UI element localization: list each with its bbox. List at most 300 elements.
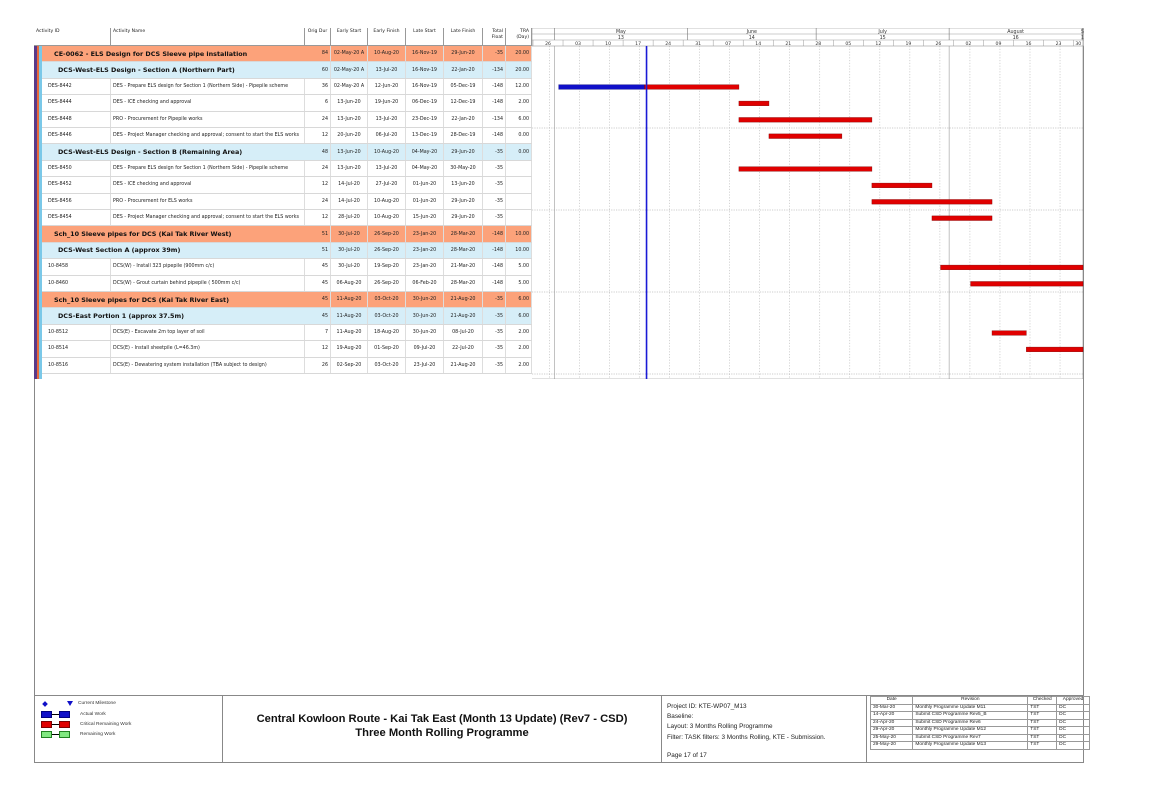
- cell-id: DES-8444: [46, 95, 111, 110]
- cell-lf: 22-Jul-20: [444, 341, 483, 356]
- cell-tra: 2.00: [506, 325, 532, 340]
- milestone-marker-icon: [67, 701, 73, 706]
- activity-row[interactable]: [34, 194, 532, 210]
- legend: [34, 695, 223, 763]
- month-number: 1: [1081, 36, 1084, 41]
- cell-lf: 08-Jul-20: [444, 325, 483, 340]
- activity-row[interactable]: [34, 128, 532, 144]
- legend-critical-remaining-work: [41, 721, 131, 728]
- week-label: 05: [845, 42, 852, 47]
- cell-ls: 16-Nov-19: [406, 79, 444, 94]
- wbs-row[interactable]: [34, 292, 532, 308]
- cell-name: DCS(E) - Excavate 2m top layer of soil: [111, 325, 305, 340]
- cell-id: 10-8512: [46, 325, 111, 340]
- revision-cell: 24-Apr-20: [871, 719, 913, 727]
- activity-row[interactable]: [34, 112, 532, 128]
- cell-lf: 28-Mar-20: [444, 276, 483, 291]
- revision-cell: Submit CSD Programme Rev5_B: [913, 712, 1028, 720]
- cell-ef: 26-Sep-20: [368, 276, 406, 291]
- cell-dur: 45: [305, 292, 331, 307]
- cell-name: DES - ICE checking and approval: [111, 177, 305, 192]
- critical-remaining-bar: [971, 282, 1083, 287]
- header-tra-line2: (Day): [516, 35, 529, 40]
- cell-tf: -35: [483, 144, 506, 159]
- cell-ef: 19-Jun-20: [368, 95, 406, 110]
- cell-es: 02-May-20 A: [331, 46, 368, 61]
- cell-dur: 60: [305, 62, 331, 77]
- cell-ef: 13-Jul-20: [368, 62, 406, 77]
- cell-ef: 03-Oct-20: [368, 308, 406, 323]
- cell-es: 14-Jul-20: [331, 194, 368, 209]
- cell-es: 02-May-20 A: [331, 62, 368, 77]
- cell-tra: 10.00: [506, 243, 532, 258]
- cell-lf: 12-Dec-19: [444, 95, 483, 110]
- week-label: 02: [965, 42, 972, 47]
- cell-lf: 28-Mar-20: [444, 243, 483, 258]
- cell-ls: 04-May-20: [406, 144, 444, 159]
- cell-tf: -134: [483, 112, 506, 127]
- cell-dur: 6: [305, 95, 331, 110]
- header-tra-line1: TRA: [520, 29, 529, 34]
- cell-ls: 23-Jan-20: [406, 243, 444, 258]
- cell-tra: 2.00: [506, 95, 532, 110]
- cell-id: DES-8442: [46, 79, 111, 94]
- revision-cell: TST: [1028, 742, 1057, 750]
- project-id: Project ID: KTE-WP07_M13: [667, 703, 747, 710]
- cell-dur: 26: [305, 358, 331, 373]
- cell-lf: 28-Dec-19: [444, 128, 483, 143]
- cell-ef: 13-Jul-20: [368, 161, 406, 176]
- revision-table: [867, 695, 1084, 763]
- cell-name: DES - Project Manager checking and approval; consent to start the ELS works: [111, 210, 305, 225]
- wbs-title: DCS-West-ELS Design - Section B (Remaining Area): [58, 148, 243, 157]
- cell-tf: -148: [483, 226, 506, 241]
- cell-es: 28-Jul-20: [331, 210, 368, 225]
- cell-ls: 23-Jan-20: [406, 226, 444, 241]
- cell-tf: -35: [483, 210, 506, 225]
- actual-work-swatch-icon: [41, 711, 70, 718]
- legend-label: Current Milestone: [78, 701, 116, 706]
- cell-ef: 18-Aug-20: [368, 325, 406, 340]
- cell-ls: 16-Nov-19: [406, 62, 444, 77]
- wbs-row[interactable]: [34, 308, 532, 324]
- cell-ls: 06-Feb-20: [406, 276, 444, 291]
- gantt-svg: [532, 28, 1084, 379]
- revision-cell: DC: [1057, 712, 1090, 720]
- cell-tf: -35: [483, 194, 506, 209]
- cell-ef: 12-Jun-20: [368, 79, 406, 94]
- cell-tf: -148: [483, 276, 506, 291]
- header-orig-dur[interactable]: Orig Dur: [305, 28, 331, 46]
- header-total-float[interactable]: [483, 28, 506, 46]
- cell-dur: 36: [305, 79, 331, 94]
- week-label: 28: [815, 42, 822, 47]
- header-early-finish[interactable]: Early Finish: [368, 28, 406, 46]
- cell-tf: -35: [483, 177, 506, 192]
- revision-row: [871, 719, 1090, 727]
- revision-cell: TST: [1028, 727, 1057, 735]
- critical-remaining-bar: [872, 183, 932, 188]
- cell-lf: 29-Jun-20: [444, 144, 483, 159]
- cell-id: 10-8516: [46, 358, 111, 373]
- wbs-title: Sch_10 Sleeve pipes for DCS (Kai Tak River West): [54, 230, 232, 239]
- critical-remaining-bar: [739, 118, 872, 123]
- cell-id: DES-8452: [46, 177, 111, 192]
- legend-current-milestone: [41, 701, 116, 706]
- cell-es: 13-Jun-20: [331, 144, 368, 159]
- cell-es: 20-Jun-20: [331, 128, 368, 143]
- cell-ef: 13-Jul-20: [368, 112, 406, 127]
- header-total-float-line2: Float: [491, 35, 503, 40]
- week-label: 07: [725, 42, 732, 47]
- cell-tra: 2.00: [506, 341, 532, 356]
- cell-dur: 24: [305, 194, 331, 209]
- week-label: 09: [995, 42, 1002, 47]
- cell-ls: 04-May-20: [406, 161, 444, 176]
- cell-id: DES-8450: [46, 161, 111, 176]
- cell-dur: 45: [305, 308, 331, 323]
- cell-name: DES - Project Manager checking and approval; consent to start the ELS works: [111, 128, 305, 143]
- cell-lf: 22-Jan-20: [444, 112, 483, 127]
- cell-name: DCS(W) - Install 323 pipepile (900mm c/c): [111, 259, 305, 274]
- revision-cell: TST: [1028, 712, 1057, 720]
- activity-row[interactable]: [34, 325, 532, 341]
- cell-es: 13-Jun-20: [331, 161, 368, 176]
- cell-lf: 13-Jun-20: [444, 177, 483, 192]
- cell-ef: 01-Sep-20: [368, 341, 406, 356]
- wbs-title: DCS-West Section A (approx 39m): [58, 246, 181, 255]
- legend-remaining-work: [41, 731, 115, 738]
- cell-es: 11-Aug-20: [331, 292, 368, 307]
- cell-tra: 6.00: [506, 308, 532, 323]
- cell-ls: 09-Jul-20: [406, 341, 444, 356]
- revision-cell: TST: [1028, 719, 1057, 727]
- cell-es: 30-Jul-20: [331, 226, 368, 241]
- cell-tf: -35: [483, 161, 506, 176]
- report-title-line2: Three Month Rolling Programme: [355, 727, 529, 739]
- legend-actual-work: [41, 711, 106, 718]
- header-late-finish[interactable]: Late Finish: [444, 28, 483, 46]
- cell-dur: 51: [305, 226, 331, 241]
- cell-tra: 20.00: [506, 62, 532, 77]
- week-label: 19: [905, 42, 912, 47]
- cell-id: 10-8460: [46, 276, 111, 291]
- cell-tf: -35: [483, 341, 506, 356]
- baseline: Baseline:: [667, 713, 694, 721]
- cell-lf: 30-May-20: [444, 161, 483, 176]
- activity-row[interactable]: [34, 341, 532, 357]
- revision-cell: 25-May-20: [871, 734, 913, 742]
- revision-cell: DC: [1057, 734, 1090, 742]
- wbs-title: DCS-East Portion 1 (approx 37.5m): [58, 312, 185, 321]
- cell-es: 02-Sep-20: [331, 358, 368, 373]
- cell-tra: 20.00: [506, 46, 532, 61]
- cell-ls: 30-Jun-20: [406, 292, 444, 307]
- week-label: 26: [935, 42, 942, 47]
- cell-lf: 29-Jun-20: [444, 210, 483, 225]
- critical-remaining-bar: [645, 85, 739, 90]
- cell-tf: -148: [483, 79, 506, 94]
- cell-lf: 21-Mar-20: [444, 259, 483, 274]
- cell-ef: 26-Sep-20: [368, 226, 406, 241]
- cell-name: DCS(W) - Grout curtain behind pipepile ( 500mm c/c): [111, 276, 305, 291]
- week-label: 16: [1025, 42, 1032, 47]
- filter-text: Filter: TASK filters: 3 Months Rolling, KTE - Submission.: [667, 733, 826, 741]
- cell-tra: 0.00: [506, 144, 532, 159]
- revision-cell: Submit CSD Programme Rev7: [913, 734, 1028, 742]
- wbs-indent-strip: [34, 46, 44, 379]
- layout-name: Layout: 3 Months Rolling Programme: [667, 723, 773, 731]
- revision-grid: [870, 696, 1090, 750]
- cell-dur: 12: [305, 341, 331, 356]
- cell-tf: -134: [483, 62, 506, 77]
- critical-remaining-bar: [941, 265, 1083, 270]
- month-label: July: [878, 30, 887, 35]
- cell-es: 02-May-20 A: [331, 79, 368, 94]
- revision-cell: Monthly Programme Update M11: [913, 704, 1028, 712]
- revision-cell: 29-Apr-20: [871, 727, 913, 735]
- week-label: 26: [545, 42, 551, 47]
- cell-tra: 6.00: [506, 292, 532, 307]
- cell-lf: 21-Aug-20: [444, 308, 483, 323]
- cell-es: 06-Aug-20: [331, 276, 368, 291]
- cell-es: 11-Aug-20: [331, 325, 368, 340]
- cell-lf: 05-Dec-19: [444, 79, 483, 94]
- cell-lf: 21-Aug-20: [444, 358, 483, 373]
- cell-dur: 84: [305, 46, 331, 61]
- month-label: S: [1081, 30, 1084, 35]
- revision-row: [871, 704, 1090, 712]
- cell-tra: 12.00: [506, 79, 532, 94]
- activity-row[interactable]: [34, 161, 532, 177]
- cell-es: 13-Jun-20: [331, 95, 368, 110]
- cell-tra: [506, 210, 532, 225]
- revision-row: [871, 742, 1090, 750]
- revision-cell: TST: [1028, 704, 1057, 712]
- cell-ls: 13-Dec-19: [406, 128, 444, 143]
- critical-remaining-bar: [739, 167, 872, 172]
- cell-dur: 7: [305, 325, 331, 340]
- revision-header-cell: Date: [871, 697, 913, 705]
- header-tra[interactable]: [506, 28, 532, 46]
- cell-ls: 30-Jun-20: [406, 325, 444, 340]
- cell-tra: 5.00: [506, 259, 532, 274]
- cell-tf: -35: [483, 308, 506, 323]
- cell-id: 10-8514: [46, 341, 111, 356]
- cell-ls: 01-Jun-20: [406, 177, 444, 192]
- critical-remaining-bar: [992, 331, 1026, 336]
- header-activity-id[interactable]: Activity ID: [34, 28, 111, 46]
- cell-tf: -148: [483, 259, 506, 274]
- cell-name: DCS(E) - Install sheetpile (L=46.3m): [111, 341, 305, 356]
- cell-dur: 12: [305, 128, 331, 143]
- activity-row[interactable]: [34, 358, 532, 374]
- wbs-row[interactable]: [34, 46, 532, 62]
- month-label: May: [615, 30, 626, 35]
- header-activity-name[interactable]: Activity Name: [111, 28, 305, 46]
- activity-row[interactable]: [34, 259, 532, 275]
- cell-dur: 48: [305, 144, 331, 159]
- header-early-start[interactable]: Early Start: [331, 28, 368, 46]
- week-label: 21: [785, 42, 792, 47]
- month-number: 14: [748, 36, 755, 41]
- cell-tf: -148: [483, 128, 506, 143]
- cell-id: 10-8458: [46, 259, 111, 274]
- cell-ls: 15-Jun-20: [406, 210, 444, 225]
- activity-row[interactable]: [34, 276, 532, 292]
- week-label: 31: [695, 42, 702, 47]
- wbs-row[interactable]: [34, 243, 532, 259]
- activity-row[interactable]: [34, 79, 532, 95]
- cell-dur: 24: [305, 112, 331, 127]
- cell-lf: 29-Jun-20: [444, 46, 483, 61]
- cell-name: DCS(E) - Dewatering system installation (TBA subject to design): [111, 358, 305, 373]
- cell-ef: 03-Oct-20: [368, 358, 406, 373]
- cell-tf: -35: [483, 46, 506, 61]
- cell-name: PRO - Procurement for ELS works: [111, 194, 305, 209]
- cell-ef: 10-Aug-20: [368, 194, 406, 209]
- revision-header-row: [871, 697, 1090, 705]
- revision-row: [871, 727, 1090, 735]
- cell-tra: [506, 161, 532, 176]
- cell-tra: 5.00: [506, 276, 532, 291]
- cell-tf: -35: [483, 358, 506, 373]
- cell-name: DES - Prepare ELS design for Section 1 (Northern Side) - Pipepile scheme: [111, 79, 305, 94]
- wbs-title: CE-0062 - ELS Design for DCS Sleeve pipe installation: [54, 49, 248, 58]
- report-title-line1: Central Kowloon Route - Kai Tak East (Month 13 Update) (Rev7 - CSD): [256, 713, 628, 725]
- milestone-diamond-icon: [42, 701, 48, 707]
- revision-cell: DC: [1057, 742, 1090, 750]
- revision-cell: DC: [1057, 704, 1090, 712]
- cell-es: 13-Jun-20: [331, 112, 368, 127]
- activity-row[interactable]: [34, 95, 532, 111]
- critical-remaining-bar: [739, 101, 769, 106]
- cell-ls: 23-Dec-19: [406, 112, 444, 127]
- cell-dur: 51: [305, 243, 331, 258]
- revision-cell: Monthly Programme Update M12: [913, 727, 1028, 735]
- cell-name: PRO - Procurement for Pipepile works: [111, 112, 305, 127]
- revision-cell: 14-Apr-20: [871, 712, 913, 720]
- actual-work-bar: [559, 85, 645, 90]
- cell-lf: 29-Jun-20: [444, 194, 483, 209]
- critical-remaining-bar: [1026, 347, 1083, 352]
- month-label: August: [1007, 30, 1025, 35]
- cell-tf: -35: [483, 325, 506, 340]
- week-label: 03: [575, 42, 581, 47]
- week-label: 23: [1055, 42, 1062, 47]
- cell-es: 14-Jul-20: [331, 177, 368, 192]
- cell-ef: 19-Sep-20: [368, 259, 406, 274]
- critical-remaining-bar: [932, 216, 992, 221]
- wbs-row[interactable]: [34, 226, 532, 242]
- revision-cell: Submit CSD Programme Rev6: [913, 719, 1028, 727]
- week-label: 17: [635, 42, 642, 47]
- page-number: Page 17 of 17: [667, 751, 707, 759]
- cell-ef: 03-Oct-20: [368, 292, 406, 307]
- week-label: 14: [755, 42, 762, 47]
- cell-tra: [506, 194, 532, 209]
- revision-cell: 30-Mar-20: [871, 704, 913, 712]
- header-late-start[interactable]: Late Start: [406, 28, 444, 46]
- cell-id: DES-8446: [46, 128, 111, 143]
- cell-tf: -35: [483, 292, 506, 307]
- legend-label: Actual Work: [80, 712, 106, 717]
- revision-cell: TST: [1028, 734, 1057, 742]
- cell-ls: 06-Dec-19: [406, 95, 444, 110]
- report-title: [223, 695, 662, 763]
- revision-header-cell: Approved: [1057, 697, 1090, 705]
- cell-tra: 0.00: [506, 128, 532, 143]
- cell-ef: 10-Aug-20: [368, 210, 406, 225]
- cell-name: DES - Prepare ELS design for Section 1 (Northern Side) - Pipepile scheme: [111, 161, 305, 176]
- week-label: 10: [605, 42, 612, 47]
- revision-cell: Monthly Programme Update M13: [913, 742, 1028, 750]
- cell-ef: 06-Jul-20: [368, 128, 406, 143]
- revision-header-cell: Revision: [913, 697, 1028, 705]
- header-total-float-line1: Total: [492, 29, 503, 34]
- wbs-title: Sch_10 Sleeve pipes for DCS (Kai Tak River East): [54, 295, 229, 304]
- cell-es: 11-Aug-20: [331, 308, 368, 323]
- project-info: [662, 695, 867, 763]
- week-label: 30: [1075, 42, 1082, 47]
- cell-ls: 16-Nov-19: [406, 46, 444, 61]
- cell-dur: 24: [305, 161, 331, 176]
- cell-tra: 2.00: [506, 358, 532, 373]
- wbs-row[interactable]: [34, 62, 532, 78]
- cell-ef: 10-Aug-20: [368, 144, 406, 159]
- cell-tra: 6.00: [506, 112, 532, 127]
- revision-row: [871, 712, 1090, 720]
- cell-lf: 21-Aug-20: [444, 292, 483, 307]
- wbs-row[interactable]: [34, 144, 532, 160]
- month-number: 13: [617, 36, 624, 41]
- cell-tra: 10.00: [506, 226, 532, 241]
- gantt-chart: [532, 28, 1084, 379]
- cell-ef: 27-Jul-20: [368, 177, 406, 192]
- cell-es: 19-Aug-20: [331, 341, 368, 356]
- activity-row[interactable]: [34, 210, 532, 226]
- cell-dur: 45: [305, 276, 331, 291]
- cell-ls: 30-Jun-20: [406, 308, 444, 323]
- cell-ls: 23-Jul-20: [406, 358, 444, 373]
- cell-id: DES-8456: [46, 194, 111, 209]
- cell-name: DES - ICE checking and approval: [111, 95, 305, 110]
- revision-row: [871, 734, 1090, 742]
- remaining-work-swatch-icon: [41, 731, 70, 738]
- week-label: 12: [875, 42, 882, 47]
- cell-tra: [506, 177, 532, 192]
- revision-cell: DC: [1057, 727, 1090, 735]
- cell-id: DES-8454: [46, 210, 111, 225]
- month-label: June: [746, 30, 758, 35]
- critical-remaining-bar: [872, 200, 992, 205]
- cell-dur: 12: [305, 210, 331, 225]
- wbs-title: DCS-West-ELS Design - Section A (Northern Part): [58, 66, 235, 75]
- cell-es: 30-Jul-20: [331, 259, 368, 274]
- cell-lf: 22-Jan-20: [444, 62, 483, 77]
- legend-label: Critical Remaining Work: [80, 722, 132, 727]
- cell-id: DES-8448: [46, 112, 111, 127]
- cell-lf: 28-Mar-20: [444, 226, 483, 241]
- legend-label: Remaining Work: [80, 732, 116, 737]
- cell-ls: 01-Jun-20: [406, 194, 444, 209]
- month-number: 15: [879, 36, 886, 41]
- activity-row[interactable]: [34, 177, 532, 193]
- month-number: 16: [1012, 36, 1019, 41]
- cell-ef: 10-Aug-20: [368, 46, 406, 61]
- cell-ef: 26-Sep-20: [368, 243, 406, 258]
- cell-dur: 12: [305, 177, 331, 192]
